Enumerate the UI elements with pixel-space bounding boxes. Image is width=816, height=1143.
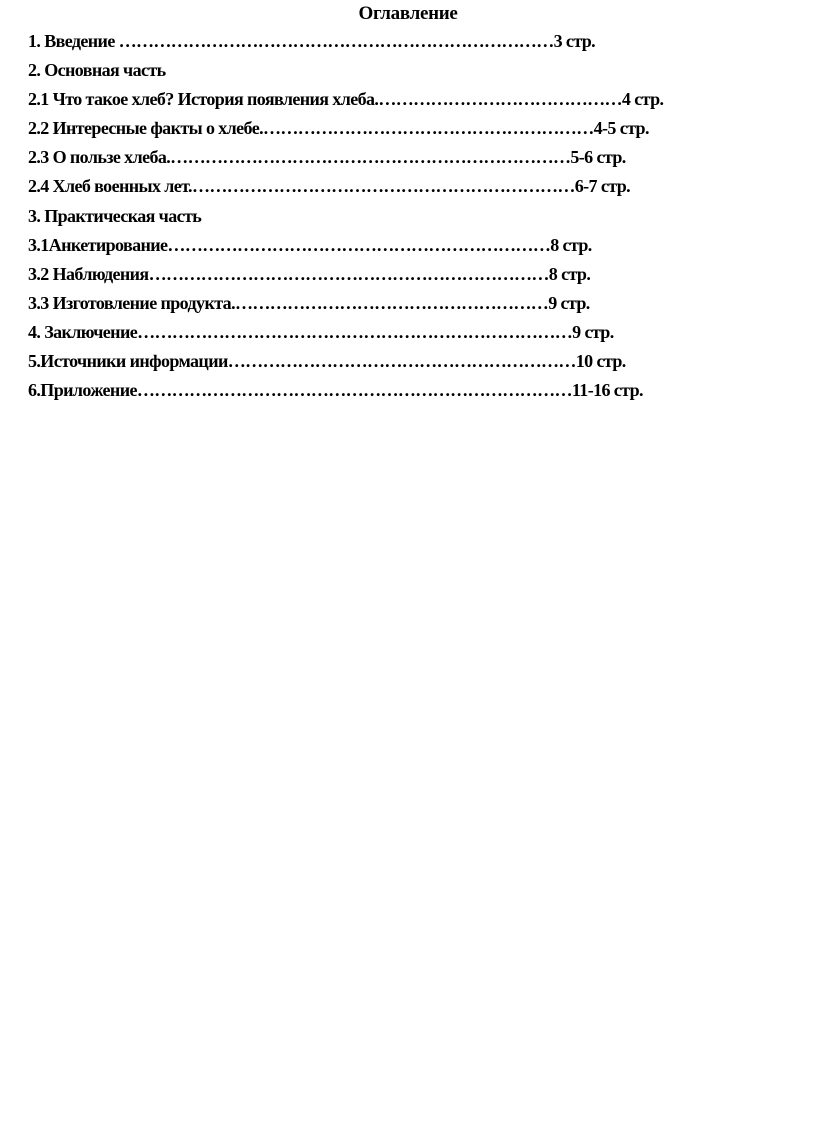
toc-entry-label: 2. Основная часть xyxy=(28,60,166,81)
toc-entry-2-2 xyxy=(28,114,798,143)
toc-entry-2-3 xyxy=(28,143,798,172)
toc-entry-label: 2.3 О пользе хлеба. xyxy=(28,147,171,168)
toc-entry-2-1 xyxy=(28,85,798,114)
toc-entry-label: 6.Приложение xyxy=(28,380,137,401)
toc-entry-page: 8 стр. xyxy=(548,263,591,284)
toc-entry-leader: …………………………………………………………… xyxy=(170,147,571,168)
toc-entry-page: 3 стр. xyxy=(553,31,596,51)
toc-entry-leader: ……………………………………………… xyxy=(234,292,549,313)
toc-entry-2 xyxy=(28,56,798,85)
toc-entry-page: 9 стр. xyxy=(572,321,614,342)
toc-entry-label: 3.1Анкетирование xyxy=(28,234,168,255)
toc-entry-2-4 xyxy=(28,172,798,201)
toc-entry-label: 4. Заключение xyxy=(28,321,138,342)
toc-entry-leader: ………………………………………………………………… xyxy=(136,380,572,401)
table-of-contents xyxy=(28,27,798,405)
toc-entry-leader: ………………………………………………………… xyxy=(191,176,575,197)
toc-entry-leader: ………………………………………………………………… xyxy=(137,321,573,342)
toc-entry-label: 2.1 Что такое хлеб? История появления хлеба. xyxy=(28,89,379,110)
toc-entry-label: 2.4 Хлеб военных лет. xyxy=(28,176,192,197)
toc-entry-page: 9 стр. xyxy=(548,292,590,313)
toc-entry-leader: …………………………………………………… xyxy=(227,351,576,372)
toc-entry-6 xyxy=(28,376,798,405)
toc-entry-page: 8 стр. xyxy=(550,234,592,255)
toc-entry-page: 10 стр. xyxy=(575,351,626,372)
toc-entry-page: 4 стр. xyxy=(621,89,664,110)
toc-entry-leader: ………………………………………………………………… xyxy=(118,31,554,51)
toc-entry-3-2 xyxy=(28,260,798,289)
toc-entry-3-1 xyxy=(28,231,798,260)
toc-entry-leader: …………………………………………………………… xyxy=(148,263,549,284)
toc-entry-1 xyxy=(28,27,798,56)
toc-entry-label: 3.3 Изготовление продукта. xyxy=(28,292,235,313)
toc-entry-4 xyxy=(28,318,798,347)
toc-entry-label: 3.2 Наблюдения xyxy=(28,263,149,284)
toc-entry-3-3 xyxy=(28,289,798,318)
toc-entry-page: 5-6 стр. xyxy=(570,147,626,168)
toc-entry-page: 11-16 стр. xyxy=(571,380,643,401)
toc-entry-label: 2.2 Интересные факты о хлебе. xyxy=(28,118,263,139)
toc-entry-label: 3. Практическая часть xyxy=(28,205,202,226)
toc-entry-page: 6-7 стр. xyxy=(574,176,631,197)
toc-entry-label: 1. Введение xyxy=(28,31,119,51)
toc-entry-leader: ………………………………………………… xyxy=(263,118,594,139)
toc-entry-leader: …………………………………… xyxy=(378,89,622,110)
toc-entry-leader: ………………………………………………………… xyxy=(167,234,551,255)
page-title: Оглавление xyxy=(358,3,458,24)
toc-entry-3 xyxy=(28,202,798,231)
toc-entry-label: 5.Источники информации xyxy=(28,351,228,372)
toc-entry-page: 4-5 стр. xyxy=(593,118,649,139)
toc-entry-5 xyxy=(28,347,798,376)
